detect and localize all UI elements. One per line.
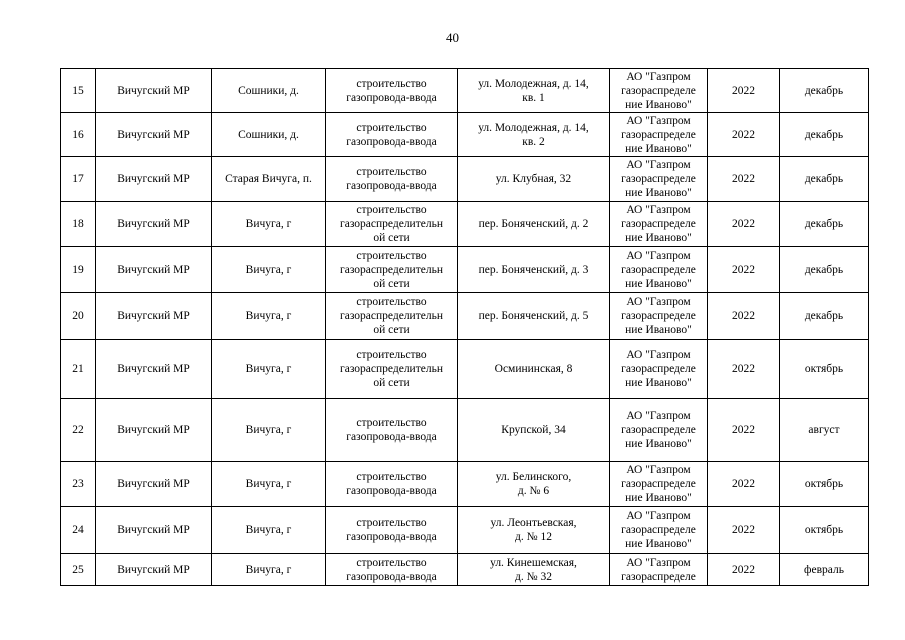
year-cell: 2022: [708, 113, 780, 157]
row-number-cell: 24: [61, 507, 96, 554]
organization-cell: АО "Газпром газораспределе ние Иваново": [610, 340, 708, 399]
year-cell: 2022: [708, 293, 780, 340]
address-cell: ул. Молодежная, д. 14, кв. 1: [458, 69, 610, 113]
table-row: [61, 399, 869, 462]
month-cell: октябрь: [780, 507, 869, 554]
month-cell: декабрь: [780, 293, 869, 340]
address-cell: ул. Клубная, 32: [458, 157, 610, 202]
work-type-cell: строительство газопровода-ввода: [326, 113, 458, 157]
district-cell: Вичугский МР: [96, 340, 212, 399]
work-type-cell: строительство газопровода-ввода: [326, 157, 458, 202]
table-row: [61, 340, 869, 399]
table-body: [61, 69, 869, 586]
organization-cell: АО "Газпром газораспределе ние Иваново": [610, 507, 708, 554]
district-cell: Вичугский МР: [96, 293, 212, 340]
settlement-cell: Сошники, д.: [212, 69, 326, 113]
table-row: [61, 157, 869, 202]
row-number-cell: 22: [61, 399, 96, 462]
address-cell: ул. Белинского, д. № 6: [458, 462, 610, 507]
work-type-cell: строительство газопровода-ввода: [326, 554, 458, 586]
organization-cell: АО "Газпром газораспределе ние Иваново": [610, 247, 708, 293]
district-cell: Вичугский МР: [96, 157, 212, 202]
page-number: 40: [446, 30, 459, 45]
gasification-table: [60, 68, 869, 586]
settlement-cell: Вичуга, г: [212, 202, 326, 247]
month-cell: февраль: [780, 554, 869, 586]
address-cell: Крупской, 34: [458, 399, 610, 462]
work-type-cell: строительство газораспределительн ой сети: [326, 340, 458, 399]
district-cell: Вичугский МР: [96, 399, 212, 462]
work-type-cell: строительство газопровода-ввода: [326, 69, 458, 113]
district-cell: Вичугский МР: [96, 113, 212, 157]
settlement-cell: Вичуга, г: [212, 399, 326, 462]
row-number-cell: 15: [61, 69, 96, 113]
work-type-cell: строительство газопровода-ввода: [326, 507, 458, 554]
address-cell: пер. Боняченский, д. 5: [458, 293, 610, 340]
settlement-cell: Вичуга, г: [212, 462, 326, 507]
year-cell: 2022: [708, 202, 780, 247]
year-cell: 2022: [708, 399, 780, 462]
organization-cell: АО "Газпром газораспределе ние Иваново": [610, 399, 708, 462]
settlement-cell: Старая Вичуга, п.: [212, 157, 326, 202]
month-cell: октябрь: [780, 340, 869, 399]
year-cell: 2022: [708, 247, 780, 293]
district-cell: Вичугский МР: [96, 462, 212, 507]
month-cell: декабрь: [780, 157, 869, 202]
work-type-cell: строительство газопровода-ввода: [326, 462, 458, 507]
year-cell: 2022: [708, 340, 780, 399]
month-cell: декабрь: [780, 202, 869, 247]
table-row: [61, 462, 869, 507]
district-cell: Вичугский МР: [96, 554, 212, 586]
settlement-cell: Вичуга, г: [212, 293, 326, 340]
district-cell: Вичугский МР: [96, 202, 212, 247]
settlement-cell: Сошники, д.: [212, 113, 326, 157]
row-number-cell: 19: [61, 247, 96, 293]
year-cell: 2022: [708, 69, 780, 113]
address-cell: ул. Молодежная, д. 14, кв. 2: [458, 113, 610, 157]
district-cell: Вичугский МР: [96, 247, 212, 293]
district-cell: Вичугский МР: [96, 507, 212, 554]
table-row: [61, 507, 869, 554]
month-cell: декабрь: [780, 113, 869, 157]
organization-cell: АО "Газпром газораспределе: [610, 554, 708, 586]
organization-cell: АО "Газпром газораспределе ние Иваново": [610, 462, 708, 507]
month-cell: октябрь: [780, 462, 869, 507]
row-number-cell: 17: [61, 157, 96, 202]
year-cell: 2022: [708, 157, 780, 202]
address-cell: пер. Боняченский, д. 3: [458, 247, 610, 293]
district-cell: Вичугский МР: [96, 69, 212, 113]
table-row: [61, 69, 869, 113]
settlement-cell: Вичуга, г: [212, 340, 326, 399]
organization-cell: АО "Газпром газораспределе ние Иваново": [610, 113, 708, 157]
settlement-cell: Вичуга, г: [212, 507, 326, 554]
year-cell: 2022: [708, 462, 780, 507]
month-cell: декабрь: [780, 247, 869, 293]
month-cell: август: [780, 399, 869, 462]
address-cell: ул. Леонтьевская, д. № 12: [458, 507, 610, 554]
table-row: [61, 113, 869, 157]
row-number-cell: 18: [61, 202, 96, 247]
table-row: [61, 554, 869, 586]
organization-cell: АО "Газпром газораспределе ние Иваново": [610, 202, 708, 247]
table-row: [61, 293, 869, 340]
organization-cell: АО "Газпром газораспределе ние Иваново": [610, 293, 708, 340]
row-number-cell: 20: [61, 293, 96, 340]
work-type-cell: строительство газопровода-ввода: [326, 399, 458, 462]
row-number-cell: 25: [61, 554, 96, 586]
address-cell: Осмининская, 8: [458, 340, 610, 399]
work-type-cell: строительство газораспределительн ой сети: [326, 247, 458, 293]
organization-cell: АО "Газпром газораспределе ние Иваново": [610, 157, 708, 202]
table-row: [61, 202, 869, 247]
work-type-cell: строительство газораспределительн ой сети: [326, 202, 458, 247]
address-cell: ул. Кинешемская, д. № 32: [458, 554, 610, 586]
organization-cell: АО "Газпром газораспределе ние Иваново": [610, 69, 708, 113]
row-number-cell: 16: [61, 113, 96, 157]
year-cell: 2022: [708, 507, 780, 554]
settlement-cell: Вичуга, г: [212, 247, 326, 293]
work-type-cell: строительство газораспределительн ой сети: [326, 293, 458, 340]
year-cell: 2022: [708, 554, 780, 586]
row-number-cell: 23: [61, 462, 96, 507]
address-cell: пер. Боняченский, д. 2: [458, 202, 610, 247]
table-row: [61, 247, 869, 293]
month-cell: декабрь: [780, 69, 869, 113]
row-number-cell: 21: [61, 340, 96, 399]
settlement-cell: Вичуга, г: [212, 554, 326, 586]
